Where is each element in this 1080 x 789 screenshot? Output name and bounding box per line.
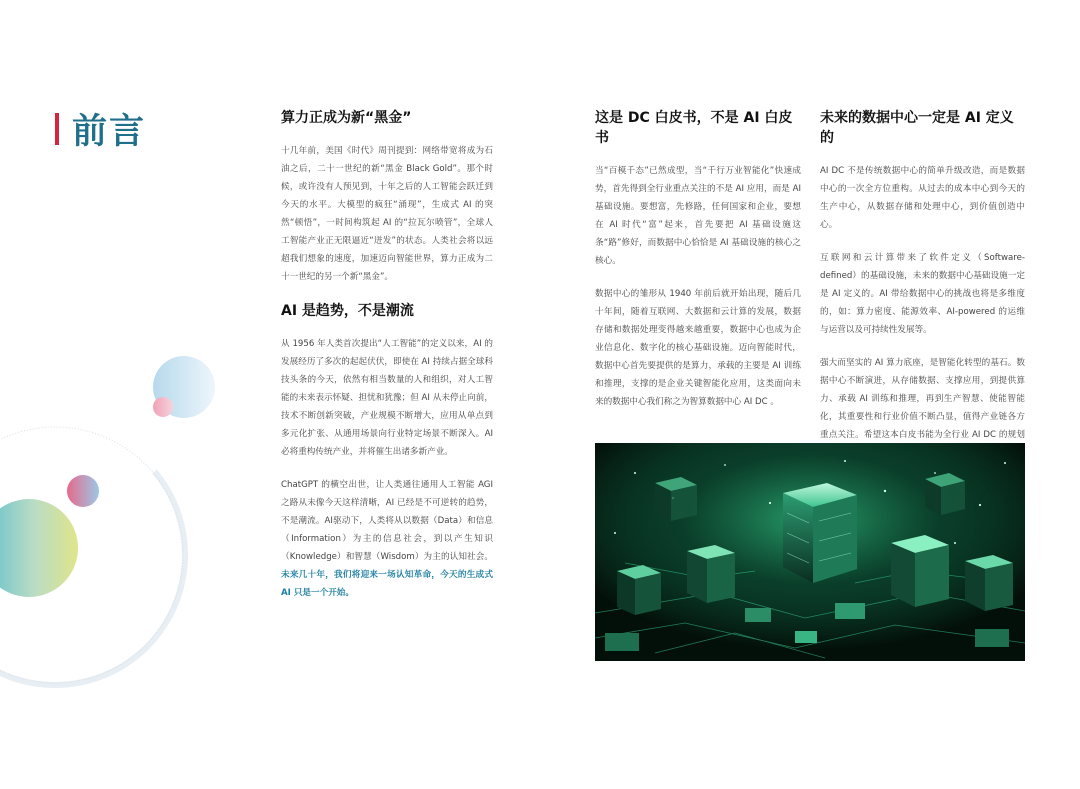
decorative-circle-pink	[67, 475, 99, 507]
column-2	[595, 108, 801, 426]
paragraph: 互联网和云计算带来了软件定义（Software-defined）的基础设施，未来的数据中心基础设施一定是 AI 定义的。AI 带给数据中心的挑战也将是多维度的，如：算力密度、能源效率、AI-powered 的运维与运营以及可持续性发展等。	[820, 253, 1025, 335]
section-heading-ai-defined: 未来的数据中心一定是 AI 定义的	[820, 110, 1014, 146]
circuit-board-image	[595, 443, 1025, 661]
paragraph: AI DC 不是传统数据中心的简单升级改造，而是数据中心的一次全方位重构。从过去的成本中心到今天的生产中心，从数据存储和处理中心，到价值创造中心。	[820, 166, 1025, 230]
paragraph: 当“百模千态”已然成型，当“千行万业智能化”快速成势，首先得到全行业重点关注的不是 AI 应用，而是 AI 基础设施。要想富，先修路，任何国家和企业，要想在 AI 时代“富”起来，首先要把 AI 基础设施这条“路”修好，而数据中心恰恰是 AI 基础设施的核心之核心。	[595, 166, 801, 266]
decorative-circle-gradient	[0, 499, 78, 597]
column-3	[820, 108, 1025, 477]
highlighted-text: 未来几十年，我们将迎来一场认知革命，今天的生成式 AI 只是一个开始。	[281, 570, 493, 598]
central-cube	[783, 483, 857, 583]
paragraph: 强大而坚实的 AI 算力底座，是智能化转型的基石。数据中心不断演进，从存储数据、支撑应用，到提供算力、承载 AI 训练和推理，再到生产智慧、使能智能化，其重要性和行业价值不断凸显，值得产业链各方重点关注。希望这本白皮书能为全行业 AI DC 的规划	[820, 358, 1025, 440]
paragraph: 数据中心的雏形从 1940 年前后就开始出现，随后几十年间，随着互联网、大数据和云计算的发展，数据存储和数据处理变得越来越重要，数据中心也成为企业信息化、数字化的核心基础设施。迈向智能时代，数据中心首先要提供的是算力，承载的主要是 AI 训练和推理，支撑的是企业关键智能化应用，这类面向未来的数据中心我们称之为智算数据中心 AI DC 。	[595, 289, 801, 407]
paragraph: 从 1956 年人类首次提出“人工智能”的定义以来，AI 的发展经历了多次的起起伏伏，即使在 AI 持续占据全球科技头条的今天，依然有相当数量的人和组织，对人工智能的未来表示怀疑、担忧和犹豫；但 AI 从未停止向前，技术不断创新突破，产业规模不断增大，应用从单点到多元化扩张、从通用场景向行业特定场景不断深入。AI 必将重构传统产业，并将催生出诸多新产业。	[281, 339, 493, 457]
left-cube	[687, 545, 735, 603]
left-far-cube	[617, 565, 661, 615]
decorative-circle-pink-small	[153, 397, 173, 417]
paragraph	[281, 476, 493, 602]
column-1	[281, 108, 493, 617]
circuit-illustration	[595, 443, 1025, 661]
section-heading-dc-whitepaper: 这是 DC 白皮书，不是 AI 白皮书	[595, 110, 793, 146]
paragraph-text: ChatGPT 的横空出世，让人类通往通用人工智能 AGI 之路从未像今天这样清晰，AI 已经是不可逆转的趋势，不是潮流。AI驱动下，人类将从以数据（Data）和信息（Information）为主的信息社会，到以产生知识（Knowledge）和智慧（Wisdom）为主的认知社会。	[281, 480, 493, 562]
paragraph: 十几年前，美国《时代》周刊提到：网络带宽将成为石油之后，二十一世纪的新“黑金 Black Gold”。那个时候，或许没有人预见到，十年之后的人工智能会跃迁到今天的水平。大模型的疯狂“涌现”，生成式 AI 的突然“顿悟”，一时间构筑起 AI 的“拉瓦尔喷管”，全球人工智能产业正无限逼近“迸发”的状态。人类社会将以远超我们想象的速度，加速迈向智能世界，算力正成为二十一世纪的另一个新“黑金”。	[281, 146, 493, 282]
section-heading-black-gold: 算力正成为新“黑金”	[281, 110, 412, 126]
title-accent-bar	[55, 113, 59, 145]
right-cube	[891, 535, 949, 607]
right-far-cube	[965, 555, 1013, 611]
page-title: 前言	[72, 112, 147, 152]
left-top-cube	[655, 477, 697, 521]
section-heading-ai-trend: AI 是趋势，不是潮流	[281, 303, 414, 319]
right-top-cube	[925, 473, 965, 515]
